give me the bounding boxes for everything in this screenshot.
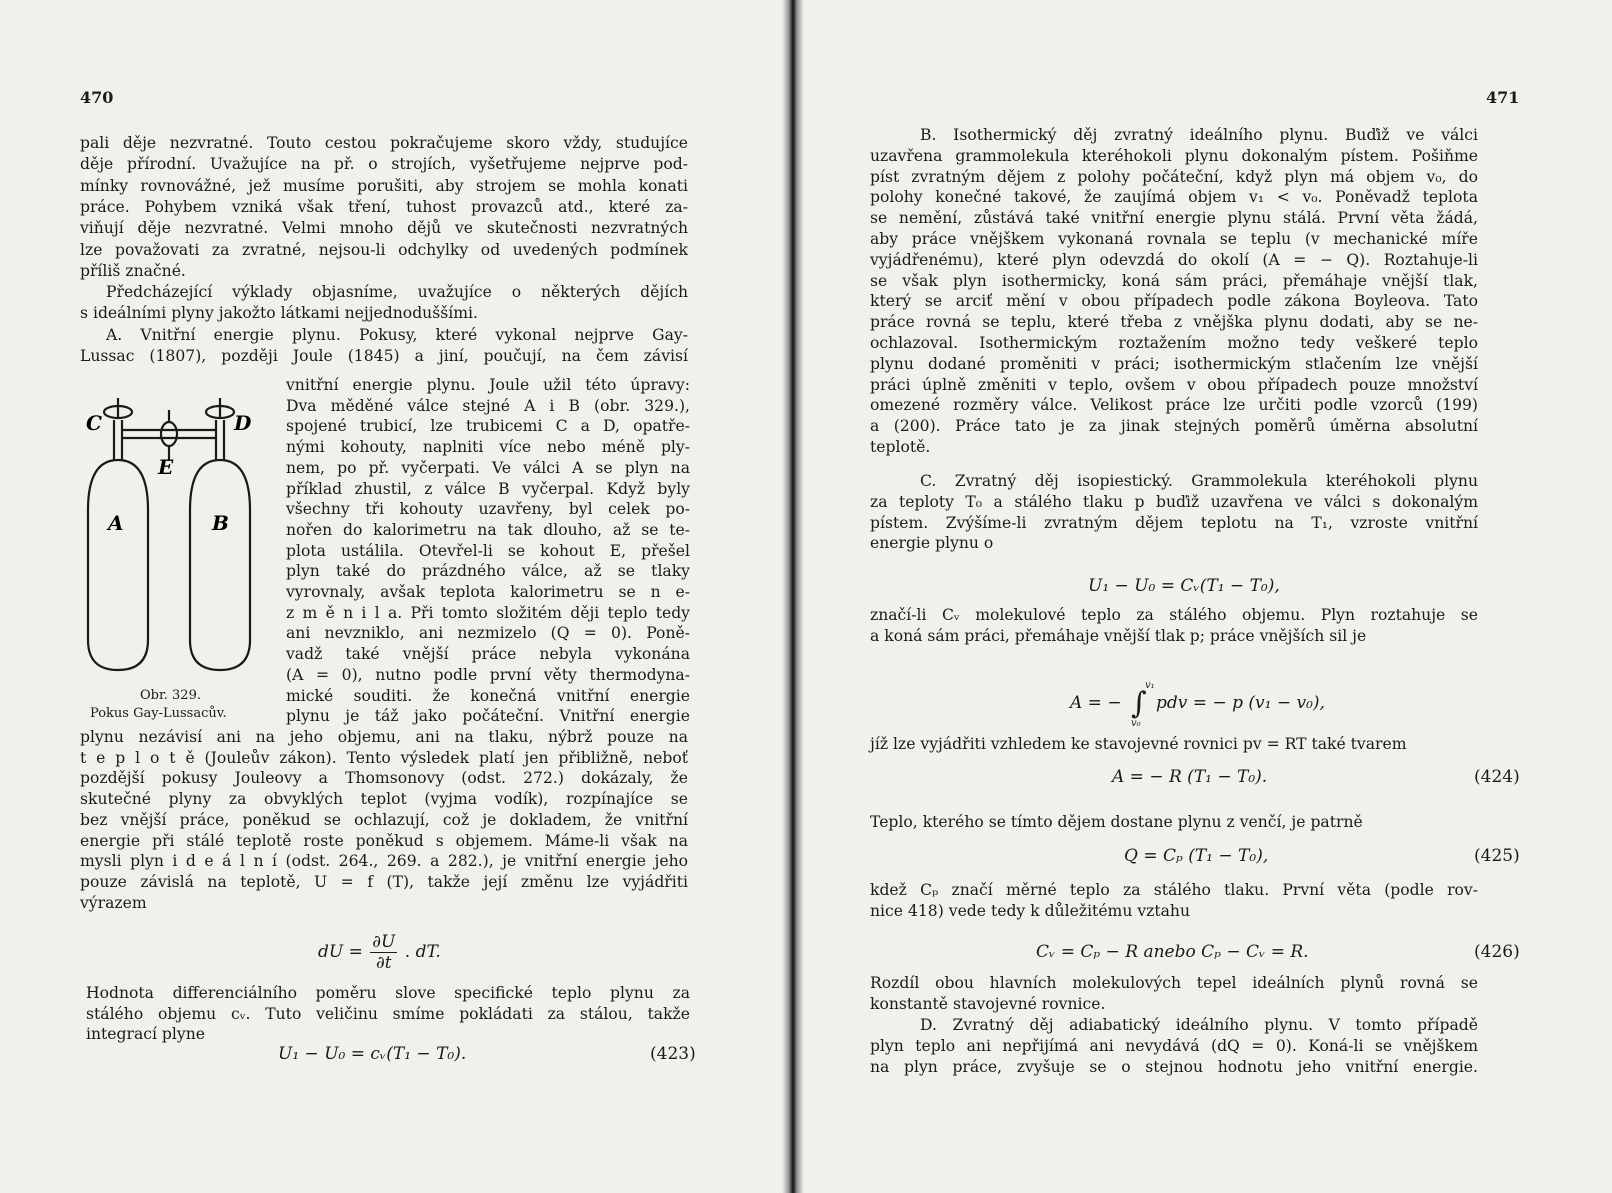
text-line: nořen do kalorimetru na tak dlouho, až se te- [286,520,690,539]
text-line: výrazem [80,893,147,912]
text-line: s ideálními plyny jakožto látkami nejjednoduššími. [80,304,478,323]
figure-caption-number: Obr. 329. [140,688,201,703]
text-line: plynu nezávisí ani na jeho objemu, ani na tlaku, nýbrž pouze na [80,728,688,746]
text-line: omezené rozměry válce. Velikost práce lze určiti podle vzorců (199) [870,396,1478,415]
text-line: práce. Pohybem vzniká však tření, tuhost provazců atd., které za- [80,197,688,216]
text-line: a (200). Práce tato je za jinak stejných poměrů úměrna absolutní [870,417,1478,436]
equation-u-diff: U₁ − U₀ = Cᵥ(T₁ − T₀), [1088,576,1280,596]
text-line: se však plyn isothermicky, koná sám práci, přemáhaje vnější tlak, [870,271,1478,290]
text-line: ochlazoval. Isothermickým roztažením možno tedy veškeré teplo [870,334,1478,352]
equation-423: U₁ − U₀ = cᵥ(T₁ − T₀). [278,1044,467,1064]
label-c: C [86,411,102,435]
text-line: a koná sám práci, přemáhaje vnější tlak p; práce vnějších sil je [870,626,1367,645]
text-line: plyn také do prázdného válce, až se tlaky [286,562,690,581]
text-line: C. Zvratný děj isopiestický. Grammolekula kteréhokoli plynu [920,472,1478,490]
text-line: vadž také vnější práce nebyla vykonána [286,645,690,664]
label-d: D [234,411,252,435]
text-line: vyjádřenému), které plyn odevzdá do okolí (A = − Q). Roztahuje-li [870,250,1478,269]
text-line: polohy konečné takové, že zaujímá objem v₁ < v₀. Poněvadž teplota [870,188,1478,207]
text-line: na plyn práce, zvyšuje se o stejnou hodnotu jeho vnitřní energie. [870,1058,1478,1076]
text-line: plynu je táž jako počáteční. Vnitřní energie [286,707,690,726]
figure-caption-title: Pokus Gay-Lussacův. [90,706,227,721]
text-line: příliš značné. [80,261,186,280]
text-line: kdež Cₚ značí měrné teplo za stálého tlaku. První věta (podle rov- [870,881,1478,899]
text-line: uzavřena grammolekula kteréhokoli plynu dokonalým pístem. Pošiňme [870,146,1478,165]
cylinder-a [88,460,148,670]
text-line: Teplo, kterého se tímto dějem dostane plynu z venčí, je patrně [870,813,1363,831]
text-line: energie při stálé teplotě roste poněkud s objemem. Máme-li však na [80,831,688,850]
label-b: B [212,511,229,535]
equation-426-number: (426) [1474,942,1520,962]
text-line: energie plynu o [870,534,994,553]
eq-du-numerator: ∂U [372,932,396,952]
text-line: pouze závislá na teplotě, U = f (T), takže její změnu lze vyjádřiti [80,872,688,891]
text-line: Dva měděné válce stejné A i B (obr. 329.), [286,396,690,415]
text-line: děje přírodní. Uvažujíce na př. o strojích, vyšetřujeme nejprve pod- [80,155,688,174]
label-e: E [158,455,174,479]
text-line: t e p l o t ě (Jouleův zákon). Tento výsledek platí jen přibližně, neboť [80,748,688,767]
text-line: lze považovati za zvratné, nejsou-li odchylky od uvedených podmínek [80,240,688,259]
eq-du-lhs: dU = [318,942,363,962]
equation-426: Cᵥ = Cₚ − R anebo Cₚ − Cᵥ = R. [1036,942,1309,962]
text-line: jíž lze vyjádřiti vzhledem ke stavojevné rovnici pv = RT také tvarem [870,735,1407,753]
text-line: všechny tři kohouty uzavřeny, byl celek po- [286,500,690,519]
text-line: plyn teplo ani nepřijímá ani nevydává (dQ = 0). Koná-li se vnějškem [870,1037,1478,1055]
text-line: nem, po př. vyčerpati. Ve válci A se plyn na [286,458,690,477]
text-line: mínky rovnovážné, jež musíme porušiti, aby strojem se mohla konati [80,176,688,195]
text-line: integrací plyne [86,1025,205,1044]
equation-424-number: (424) [1474,767,1520,787]
text-line: práci úplně změniti v teplo, ovšem v obou případech pouze množství [870,375,1478,394]
text-line: se nemění, zůstává také vnitřní energie plynu stálá. První věta žádá, [870,209,1478,228]
text-line: (A = 0), nutno podle první věty thermodyna- [286,665,690,684]
text-line: ani nevzniklo, ani nezmizelo (Q = 0). Poně- [286,624,690,643]
equation-a-integral: A = − ∫ v₁ v₀ pdv = − p (v₁ − v₀), [1070,680,1325,729]
eq-du-denominator: ∂t [376,953,392,973]
eq-a-lower-limit: v₀ [1130,718,1141,729]
text-line: teplotě. [870,438,931,456]
eq-a-upper-limit: v₁ [1144,680,1155,691]
eq-du-rhs: . dT. [404,942,441,962]
text-line: Rozdíl obou hlavních molekulových tepel ideálních plynů rovná se [870,974,1478,992]
text-line: mysli plyn i d e á l n í (odst. 264., 269. a 282.), je vnitřní energie jeho [80,852,688,871]
text-line: pozdější pokusy Jouleovy a Thomsonovy (odst. 272.) dokázaly, že [80,769,688,788]
text-line: konstantě stavojevné rovnice. [870,995,1106,1013]
text-line: Předcházející výklady objasníme, uvažujíce o některých dějích [106,283,688,302]
text-line: Lussac (1807), později Joule (1845) a jiní, poučují, na čem závisí [80,347,688,365]
text-line: nice 418) vede tedy k důležitému vztahu [870,901,1191,920]
page-number-left: 470 [80,88,114,107]
text-line: viňují děje nezvratné. Velmi mnoho dějů ve skutečnosti nezvratných [80,219,688,238]
text-line: práce rovná se teplu, které třeba z vnějška plynu dodati, aby se ne- [870,313,1478,332]
text-line: B. Isothermický děj zvratný ideálního plynu. Buďiž ve válci [920,126,1478,144]
text-line: za teploty T₀ a stálého tlaku p buďiž uzavřena ve válci s dokonalým [870,492,1478,511]
text-line: bez vnější práce, poněkud se ochlazují, což je dokladem, že vnitřní [80,810,688,829]
equation-du [318,932,441,973]
page-number-right: 471 [1486,88,1520,107]
book-spine [782,0,804,1193]
text-line: vnitřní energie plynu. Joule užil této úpravy: [286,376,690,394]
label-a: A [108,511,124,535]
equation-424: A = − R (T₁ − T₀). [1112,767,1268,787]
text-line: příklad zhustil, z válce B vyčerpal. Když byly [286,479,690,498]
text-line: který se arciť mění v obou případech podle zákona Boyleova. Tato [870,292,1478,311]
text-line: skutečné plyny za obvyklých teplot (vyjma vodík), rozpínajíce se [80,790,688,809]
text-line: plota ustálila. Otevřel-li se kohout E, přešel [286,541,690,560]
text-line: stálého objemu cᵥ. Tuto veličinu smíme pokládati za stálou, takže [86,1004,690,1023]
text-line: D. Zvratný děj adiabatický ideálního plynu. V tomto případě [920,1016,1478,1034]
text-line: A. Vnitřní energie plynu. Pokusy, které vykonal nejprve Gay- [106,325,688,344]
text-line: pístem. Zvýšíme-li zvratným dějem teplotu na T₁, vzroste vnitřní [870,513,1478,532]
text-line: píst zvratným dějem z polohy počáteční, když plyn má objem v₀, do [870,167,1478,186]
text-line: značí-li Cᵥ molekulové teplo za stálého objemu. Plyn roztahuje se [870,606,1478,624]
equation-425-number: (425) [1474,846,1520,866]
cylinder-b [190,460,250,670]
text-line: z m ě n i l a. Při tomto složitém ději teplo tedy [286,603,690,622]
text-line: plynu dodané proměniti v práci; isothermickým stlačením lze vnější [870,354,1478,373]
equation-423-number: (423) [650,1044,696,1064]
eq-a-lhs: A = − [1070,693,1122,713]
text-line: nými kohouty, naplniti více nebo méně ply- [286,438,690,457]
text-line: Hodnota differenciálního poměru slove specifické teplo plynu za [86,984,690,1002]
text-line: pali děje nezvratné. Touto cestou pokračujeme skoro vždy, studujíce [80,134,688,152]
eq-a-integrand: pdv = − p (v₁ − v₀), [1156,693,1325,713]
figure-gay-lussac-apparatus [78,390,278,680]
equation-425: Q = Cₚ (T₁ − T₀), [1124,846,1269,866]
text-line: vyrovnaly, avšak teplota kalorimetru se n e- [286,583,690,601]
text-line: spojené trubicí, lze trubicemi C a D, opatře- [286,417,690,436]
text-line: mické souditi. že konečná vnitřní energie [286,686,690,705]
text-line: aby práce vnějškem vykonaná rovnala se teplu (v mechanické míře [870,230,1478,248]
